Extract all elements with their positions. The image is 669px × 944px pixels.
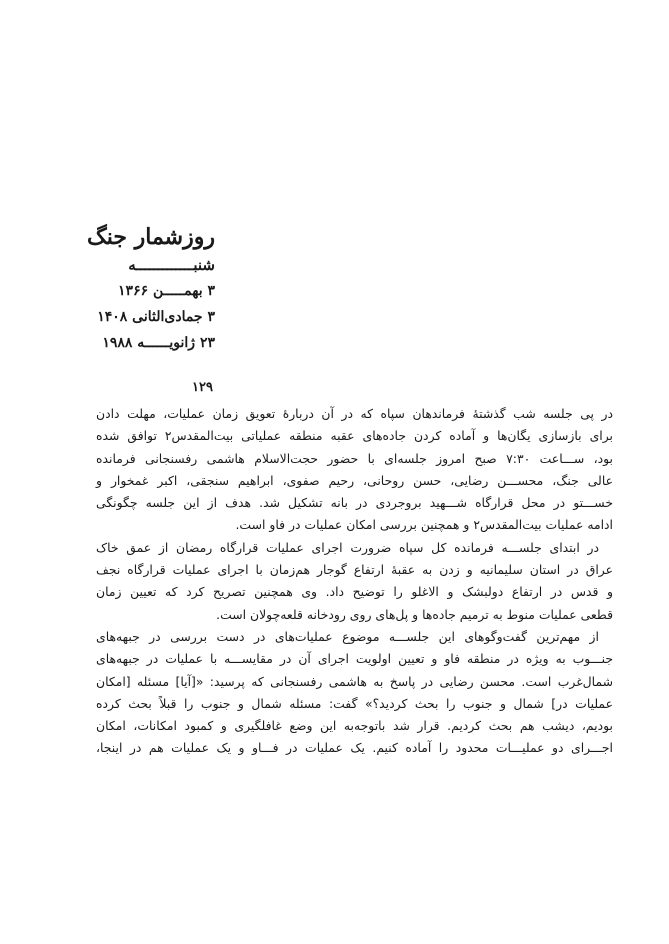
paragraph-line: در پی جلسه شب گذشتهٔ فرماندهان سپاه که در آن دربارهٔ تعویق زمان عملیات، مهلت دادن bbox=[96, 406, 613, 421]
weekday-text: شنبـــــــــــــه bbox=[128, 256, 215, 274]
weekday bbox=[55, 252, 215, 278]
body-text bbox=[96, 403, 613, 760]
paragraph-line: اجـــرای دو عملیـــات محدود را آماده کنیم. یک عملیات در فـــاو و یک عملیات هم در اینجا، bbox=[96, 740, 613, 756]
paragraph-line: در ابتدای جلســـه فرمانده کل سپاه ضرورت اجرای عملیات قرارگاه رمضان از عمق خاک bbox=[96, 539, 599, 555]
paragraph-line: بود، ســـاعت ۷:۳۰ صبح امروز جلسه‌ای با حضور حجت‌الاسلام هاشمی رفسنجانی فرمانده bbox=[96, 450, 614, 466]
solar-date: ۳ بهمـــــن ۱۳۶۶ bbox=[118, 283, 215, 299]
paragraph-line: شمال‌غرب است. محسن رضایی در پاسخ به هاشمی رفسنجانی که پرسید: «[آیا] مسئله [امکان bbox=[96, 673, 613, 689]
lunar-date: ۳ جمادی‌الثانی ۱۴۰۸ bbox=[97, 309, 215, 325]
paragraph-line: عملیات در] شمال و جنوب را بحث کردید؟» گفت: مسئله شمال و جنوب را قبلاً بحث کرده bbox=[96, 695, 613, 711]
paragraph-line: و قدس در ارتفاع دولبشک و الاغلو را توضیح داد. وی همچنین تصریح کرد که تعیین زمان bbox=[96, 584, 613, 600]
paragraph-line: ادامه عملیات بیت‌المقدس۲ و همچنین بررسی امکان عملیات در فاو است. bbox=[235, 517, 613, 533]
paragraph-line: جنـــوب به ویژه در منطقه فاو و تعیین اولویت اجرای آن در مقایســـه با عملیات در جبهه‌های bbox=[96, 651, 613, 667]
chapter-title: روزشمار جنگ bbox=[87, 224, 215, 250]
paragraph-line: از مهم‌ترین گفت‌وگوهای این جلســـه موضوع عملیات‌های در دست بررسی در جبهه‌های bbox=[96, 628, 599, 644]
chapter-header bbox=[55, 222, 215, 356]
paragraph-line: برای بازسازی یگان‌ها و آماده کردن جاده‌های عقبه منطقه عملیاتی بیت‌المقدس۲ توافق شده bbox=[96, 428, 613, 444]
paragraph-line: خســـتو در محل قرارگاه شـــهید بروجردی در بانه تشکیل شد. هدف از این جلسه چگونگی bbox=[96, 495, 613, 511]
paragraph-line: عراق در استان سلیمانیه و زدن به عقبهٔ ارتفاع گوجار هم‌زمان با اجرای عملیات قرارگاه نجف bbox=[96, 562, 613, 578]
paragraph-line: عالی جنگ، محســـن رضایی، حسن روحانی، رحیم صفوی، ابراهیم سنجقی، اکبر غمخوار و bbox=[96, 472, 613, 488]
paragraph-line: بودیم، دیشب هم بحث کردیم. قرار شد باتوجه‌به این وضع غافلگیری و کمبود امکانات، امکان bbox=[96, 718, 613, 734]
page-number: ۱۲۹ bbox=[192, 380, 213, 395]
paragraph-line: قطعی عملیات منوط به ترمیم جاده‌ها و پل‌های روی رودخانه قلعه‌چولان است. bbox=[216, 606, 613, 622]
gregorian-date: ۲۳ ژانویــــــه ۱۹۸۸ bbox=[102, 335, 215, 351]
